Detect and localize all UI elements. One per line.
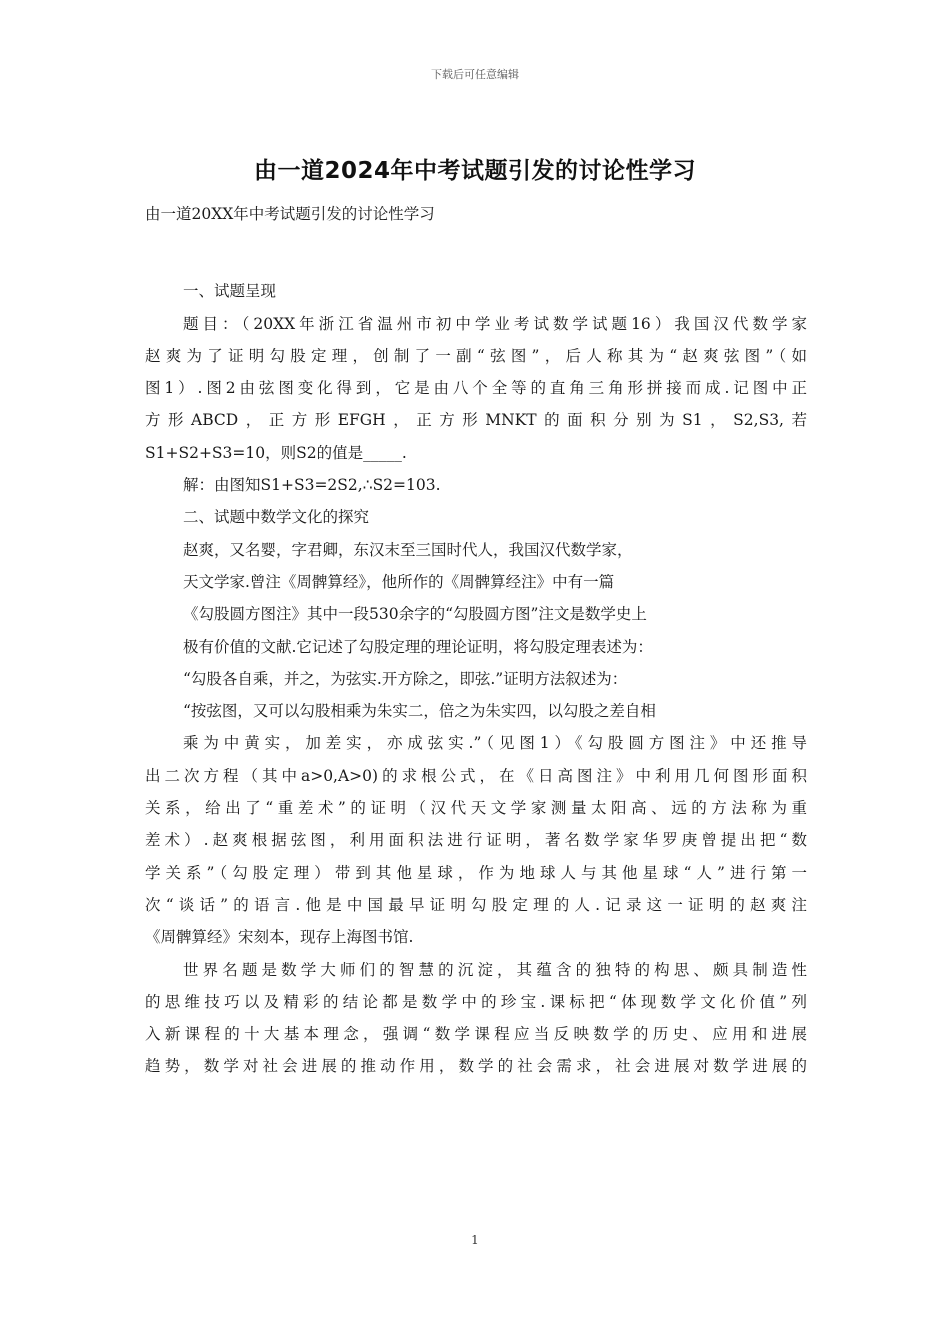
culture-line: 赵爽，又名婴，字君卿，东汉末至三国时代人，我国汉代数学家， — [183, 540, 633, 559]
culture-line: 极有价值的文献.它记述了勾股定理的理论证明，将勾股定理表述为： — [183, 637, 653, 656]
paragraph-line: 趋势，数学对社会进展的推动作用，数学的社会需求，社会进展对数学进展的 — [145, 1057, 807, 1076]
culture-cont-line: 差术）.赵爽根据弦图，利用面积法进行证明，著名数学家华罗庚曾提出把“数 — [145, 831, 807, 850]
culture-line: “勾股各自乘，并之，为弦实.开方除之，即弦.”证明方法叙述为： — [183, 669, 628, 688]
page-number: 1 — [471, 1233, 479, 1247]
culture-cont-line: 出二次方程（其中a>0,A>0)的求根公式，在《日高图注》中利用几何图形面积 — [145, 766, 807, 785]
paragraph-line: 世界名题是数学大师们的智慧的沉淀，其蕴含的独特的构思、颇具制造性 — [183, 960, 807, 979]
culture-cont-line: 学关系”（勾股定理）带到其他星球，作为地球人与其他星球“人”进行第一 — [145, 863, 807, 882]
subtitle-line: 由一道20XX年中考试题引发的讨论性学习 — [145, 205, 435, 223]
problem-line: 题目：（20XX年浙江省温州市初中学业考试数学试题16）我国汉代数学家 — [183, 314, 807, 333]
problem-line: 方形ABCD，正方形EFGH，正方形MNKT的面积分别为S1，S2,S3,若 — [145, 411, 807, 430]
culture-line: “按弦图，又可以勾股相乘为朱实二，倍之为朱实四，以勾股之差自相 — [183, 702, 656, 721]
document-title: 由一道2024年中考试题引发的讨论性学习 — [253, 158, 696, 184]
section-heading-1: 一、试题呈现 — [183, 282, 277, 301]
header-note: 下载后可任意编辑 — [431, 68, 519, 81]
paragraph-line: 的思维技巧以及精彩的结论都是数学中的珍宝.课标把“体现数学文化价值”列 — [145, 992, 807, 1011]
culture-line: 《勾股圆方图注》其中一段530余字的“勾股圆方图”注文是数学史上 — [183, 605, 647, 624]
solution-line: 解：由图知S1+S3=2S2,∴S2=103. — [183, 476, 441, 495]
section-heading-2: 二、试题中数学文化的探究 — [183, 508, 370, 527]
culture-cont-line: 次“谈话”的语言.他是中国最早证明勾股定理的人.记录这一证明的赵爽注 — [145, 895, 807, 914]
culture-line: 乘为中黄实，加差实，亦成弦实.”（见图1）《勾股圆方图注》中还推导 — [183, 734, 807, 753]
culture-cont-line: 《周髀算经》宋刻本，现存上海图书馆. — [145, 928, 414, 947]
paragraph-line: 入新课程的十大基本理念，强调“数学课程应当反映数学的历史、应用和进展 — [145, 1025, 807, 1044]
culture-cont-line: 关系，给出了“重差术”的证明（汉代天文学家测量太阳高、远的方法称为重 — [145, 799, 807, 818]
problem-line: 图1）.图2由弦图变化得到，它是由八个全等的直角三角形拼接而成.记图中正 — [145, 379, 807, 398]
blank-gap — [145, 230, 807, 275]
problem-line: S1+S2+S3=10，则S2的值是_____. — [145, 443, 407, 462]
culture-line: 天文学家.曾注《周髀算经》，他所作的《周髀算经注》中有一篇 — [183, 572, 615, 591]
problem-line: 赵爽为了证明勾股定理，创制了一副“弦图”，后人称其为“赵爽弦图”（如 — [145, 346, 807, 365]
document-body — [145, 198, 807, 1083]
